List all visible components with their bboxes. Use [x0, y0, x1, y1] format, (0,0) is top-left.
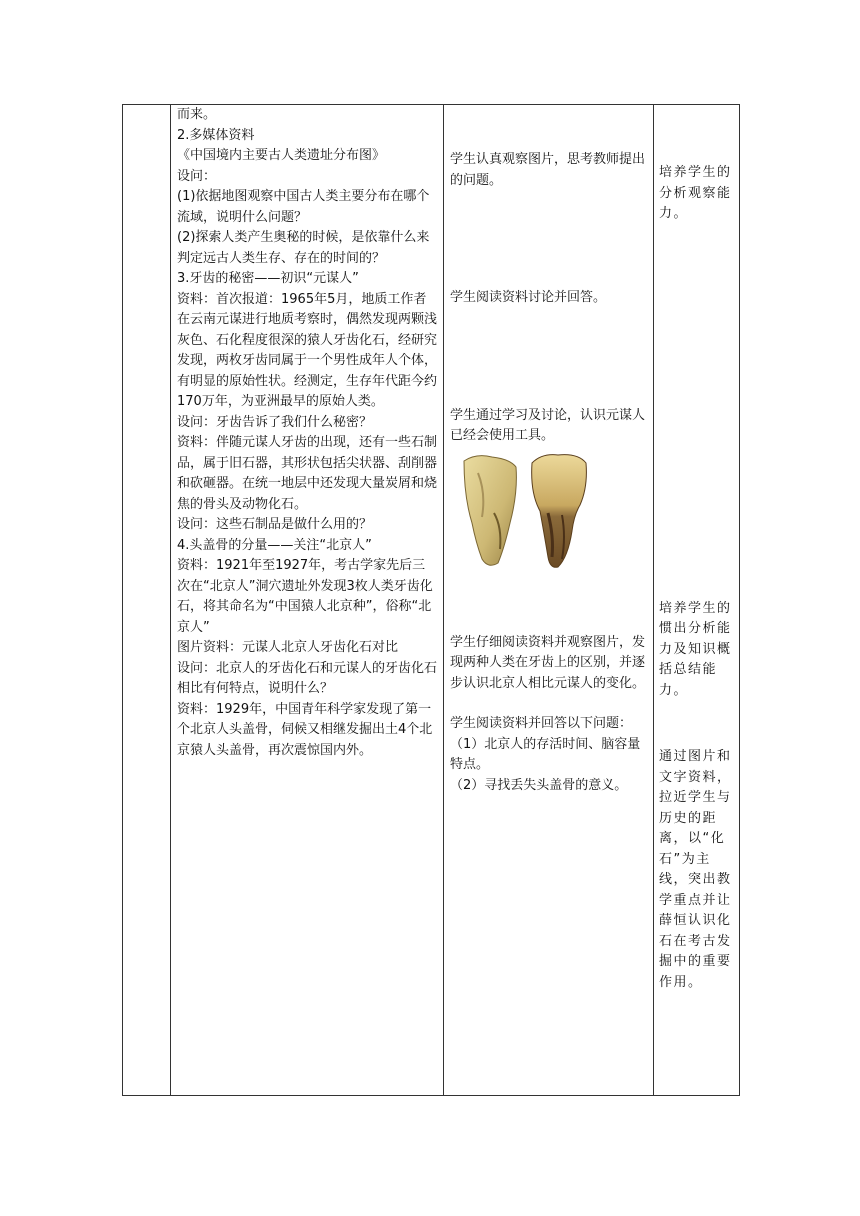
- paragraph: (1)依据地图观察中国古人类主要分布在哪个流域，说明什么问题？: [177, 189, 430, 225]
- student-discuss-text: 学生阅读资料讨论并回答。: [450, 290, 607, 305]
- paragraph: 图片资料：元谋人北京人牙齿化石对比: [177, 640, 399, 655]
- section-heading: 2.多媒体资料: [177, 127, 255, 143]
- paragraph: (2)探索人类产生奥秘的时候，是依靠什么来判定远古人类生存、存在的时间的？: [177, 230, 430, 266]
- paragraph: 设问：牙齿告诉了我们什么秘密？: [177, 414, 373, 430]
- student-activity-cell: [444, 105, 654, 1096]
- paragraph: 资料：1929年，中国青年科学家发现了第一个北京人头盖骨，伺候又相继发掘出土4个北京猿人头盖骨，再次震惊国内外。: [177, 701, 433, 758]
- paragraph: 《中国境内主要古人类遗址分布图》: [177, 148, 386, 163]
- paragraph: 设问：北京人的牙齿化石和元谋人的牙齿化石相比有何特点，说明什么？: [177, 660, 438, 696]
- intent-habit: 培养学生的惯出分析能力及知识概括总结能力。: [659, 600, 732, 698]
- paragraph: 资料：首次报道：1965年5月，地质工作者在云南元谋进行地质考察时，偶然发现两颗浅灰色、石化程度很深的猿人牙齿化石，经研究发现，两枚牙齿同属于一个男性成年人个体，有明显的原始性状。经测定，生存年代距今约170万年，为亚洲最早的原始人类。: [177, 291, 438, 409]
- paragraph: 资料：伴随元谋人牙齿的出现，还有一些石制品，属于旧石器，其形状包括尖状器、刮削器和砍砸器。在统一地层中还发现大量炭屑和烧焦的骨头及动物化石。: [177, 435, 438, 512]
- step-column-cell: [123, 105, 171, 1096]
- section-heading: 3.牙齿的秘密——初识“元谋人”: [177, 271, 359, 286]
- paragraph: 资料：1921年至1927年，考古学家先后三次在“北京人”洞穴遗址外发现3枚人类牙齿化石，将其命名为“中国猿人北京种”，俗称“北京人”: [177, 558, 433, 635]
- student-observe-text: 学生认真观察图片，思考教师提出的问题。: [450, 152, 646, 188]
- yuanmou-tooth-image: [458, 453, 520, 571]
- student-answer-intro: 学生阅读资料并回答以下问题：: [450, 716, 633, 731]
- paragraph: 设问：: [177, 168, 217, 184]
- intent-analysis-observe: 培养学生的分析观察能力。: [659, 165, 732, 221]
- student-tools-text: 学生通过学习及讨论，认识元谋人已经会使用工具。: [450, 407, 646, 443]
- beijing-tooth-image: [528, 453, 590, 571]
- design-intent-cell: [654, 105, 740, 1096]
- tooth-fossil-images: [450, 447, 647, 571]
- paragraph: 而来。: [177, 107, 217, 122]
- intent-fossil: 通过图片和文字资料，拉近学生与历史的距离，以“化石”为主线，突出教学重点并让薛恒认识化石在考古发掘中的重要作用。: [659, 749, 732, 990]
- paragraph: 设问：这些石制品是做什么用的？: [177, 517, 373, 532]
- student-compare-text: 学生仔细阅读资料并观察图片，发现两种人类在牙齿上的区别，并逐步认识北京人相比元谋人的变化。: [450, 634, 646, 691]
- section-heading: 4.头盖骨的分量——关注“北京人”: [177, 537, 372, 553]
- student-question-1: （1）北京人的存活时间、脑容量特点。: [450, 736, 641, 772]
- teacher-activity-cell: [171, 105, 444, 1096]
- lesson-plan-table: [122, 104, 740, 1096]
- student-question-2: （2）寻找丢失头盖骨的意义。: [450, 777, 628, 793]
